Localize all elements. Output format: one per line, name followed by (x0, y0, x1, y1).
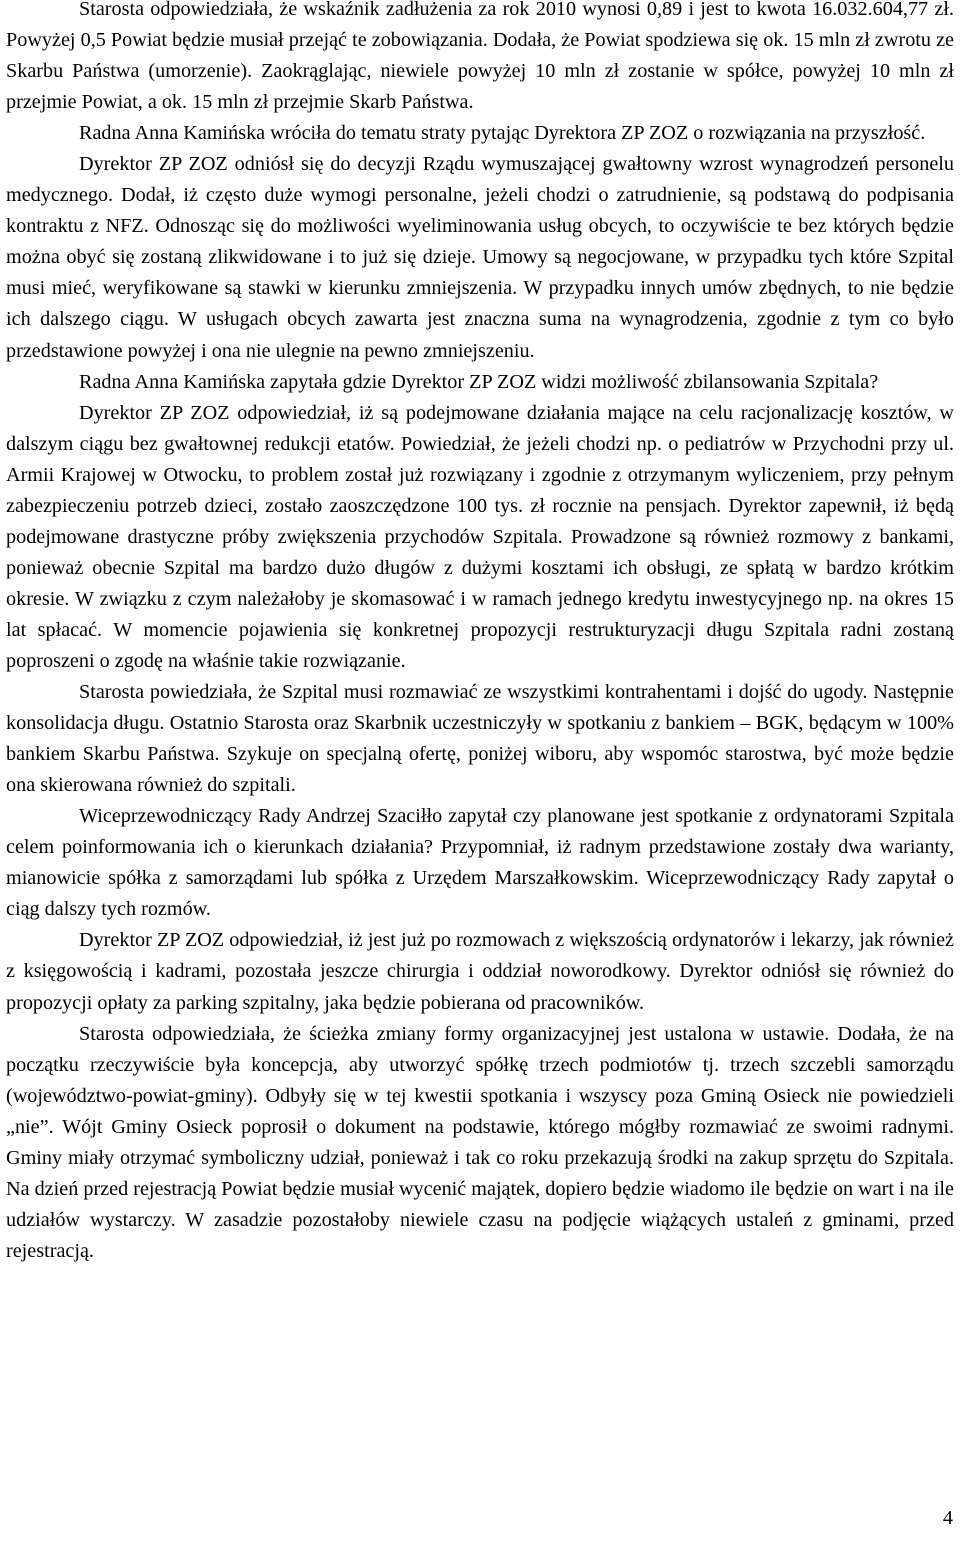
paragraph-4: Radna Anna Kamińska zapytała gdzie Dyrektor ZP ZOZ widzi możliwość zbilansowania Szpitala? (79, 370, 879, 393)
paragraph-9: Starosta odpowiedziała, że ścieżka zmiany formy organizacyjnej jest ustalona w ustawie. Dodała, że na początku rzeczywiście była koncepcja, aby utworzyć spółkę trzech podmiotów tj. trzech szczebli samorządu (województwo-powiat-gminy). Odbyły się w tej kwestii spotkania i wszyscy poza Gminą Osieck nie powiedzieli „nie”. Wójt Gminy Osieck poprosił o dokument na podstawie, którego mógłby rozmawiać ze swoimi radnymi. Gminy miały otrzymać symboliczny udział, ponieważ i tak co roku przekazują środki na zakup sprzętu do Szpitala. Na dzień przed rejestracją Powiat będzie musiał wycenić majątek, dopiero będzie wiadomo ile będzie on wart i na ile udziałów wystarczy. W zasadzie pozostałoby niewiele czasu na podjęcie wiążących ustaleń z gminami, przed rejestracją. (6, 1022, 954, 1262)
paragraph-2: Radna Anna Kamińska wróciła do tematu straty pytając Dyrektora ZP ZOZ o rozwiązania na przyszłość. (79, 122, 926, 145)
paragraph-8: Dyrektor ZP ZOZ odpowiedział, iż jest już po rozmowach z większością ordynatorów i lekarzy, jak również z księgowością i kadrami, pozostała jeszcze chirurgia i oddział noworodkowy. Dyrektor odniósł się również do propozycji opłaty za parking szpitalny, jaka będzie pobierana od pracowników. (6, 929, 954, 1014)
paragraph-7: Wiceprzewodniczący Rady Andrzej Szaciłło zapytał czy planowane jest spotkanie z ordynatorami Szpitala celem poinformowania ich o kierunkach działania? Przypomniał, iż radnym przedstawione zostały dwa warianty, mianowicie spółka z samorządami lub spółka z Urzędem Marszałkowskim. Wiceprzewodniczący Rady zapytał o ciąg dalszy tych rozmów. (6, 805, 954, 921)
page-number: 4 (942, 1507, 953, 1529)
paragraph-3: Dyrektor ZP ZOZ odniósł się do decyzji Rządu wymuszającej gwałtowny wzrost wynagrodzeń personelu medycznego. Dodał, iż często duże wymogi personalne, jeżeli chodzi o zatrudnienie, są podstawą do podpisania kontraktu z NFZ. Odnosząc się do możliwości wyeliminowania usług obcych, to oczywiście te bez których będzie można obyć się zostaną zlikwidowane i to już się dzieje. Umowy są negocjowane, w przypadku tych które Szpital musi mieć, weryfikowane są stawki w kierunku zmniejszenia. W przypadku innych umów zbędnych, to nie będzie ich dalszego ciągu. W usługach obcych zawarta jest znaczna suma na wynagrodzenia, zgodnie z tym co było przedstawione powyżej i ona nie ulegnie na pewno zmniejszeniu. (6, 153, 954, 362)
document-body (6, 0, 954, 1267)
paragraph-6: Starosta powiedziała, że Szpital musi rozmawiać ze wszystkimi kontrahentami i dojść do ugody. Następnie konsolidacja długu. Ostatnio Starosta oraz Skarbnik uczestniczyły w spotkaniu z bankiem – BGK, będącym w 100% bankiem Skarbu Państwa. Szykuje on specjalną ofertę, poniżej wiboru, aby wspomóc starostwa, być może będzie ona skierowana również do szpitali. (6, 681, 954, 797)
paragraph-5: Dyrektor ZP ZOZ odpowiedział, iż są podejmowane działania mające na celu racjonalizację kosztów, w dalszym ciągu bez gwałtownej redukcji etatów. Powiedział, że jeżeli chodzi np. o pediatrów w Przychodni przy ul. Armii Krajowej w Otwocku, to problem został już rozwiązany i zgodnie z otrzymanym wyliczeniem, przy pełnym zabezpieczeniu potrzeb dzieci, zostało zaoszczędzone 100 tys. zł rocznie na pensjach. Dyrektor zapewnił, iż będą podejmowane drastyczne próby zwiększenia przychodów Szpitala. Prowadzone są również rozmowy z bankami, ponieważ obecnie Szpital ma bardzo dużo długów z dużymi kosztami ich obsługi, ze spłatą w bardzo krótkim okresie. W związku z czym należałoby je skomasować i w ramach jednego kredytu inwestycyjnego np. na okres 15 lat spłacać. W momencie pojawienia się konkretnej propozycji restrukturyzacji długu Szpitala radni zostaną poproszeni o zgodę na właśnie takie rozwiązanie. (6, 401, 954, 672)
paragraph-1: Starosta odpowiedziała, że wskaźnik zadłużenia za rok 2010 wynosi 0,89 i jest to kwota 16.032.604,77 zł. Powyżej 0,5 Powiat będzie musiał przejąć te zobowiązania. Dodała, że Powiat spodziewa się ok. 15 mln zł zwrotu ze Skarbu Państwa (umorzenie). Zaokrąglając, niewiele powyżej 10 mln zł zostanie w spółce, powyżej 10 mln zł przejmie Powiat, a ok. 15 mln zł przejmie Skarb Państwa. (6, 0, 954, 114)
